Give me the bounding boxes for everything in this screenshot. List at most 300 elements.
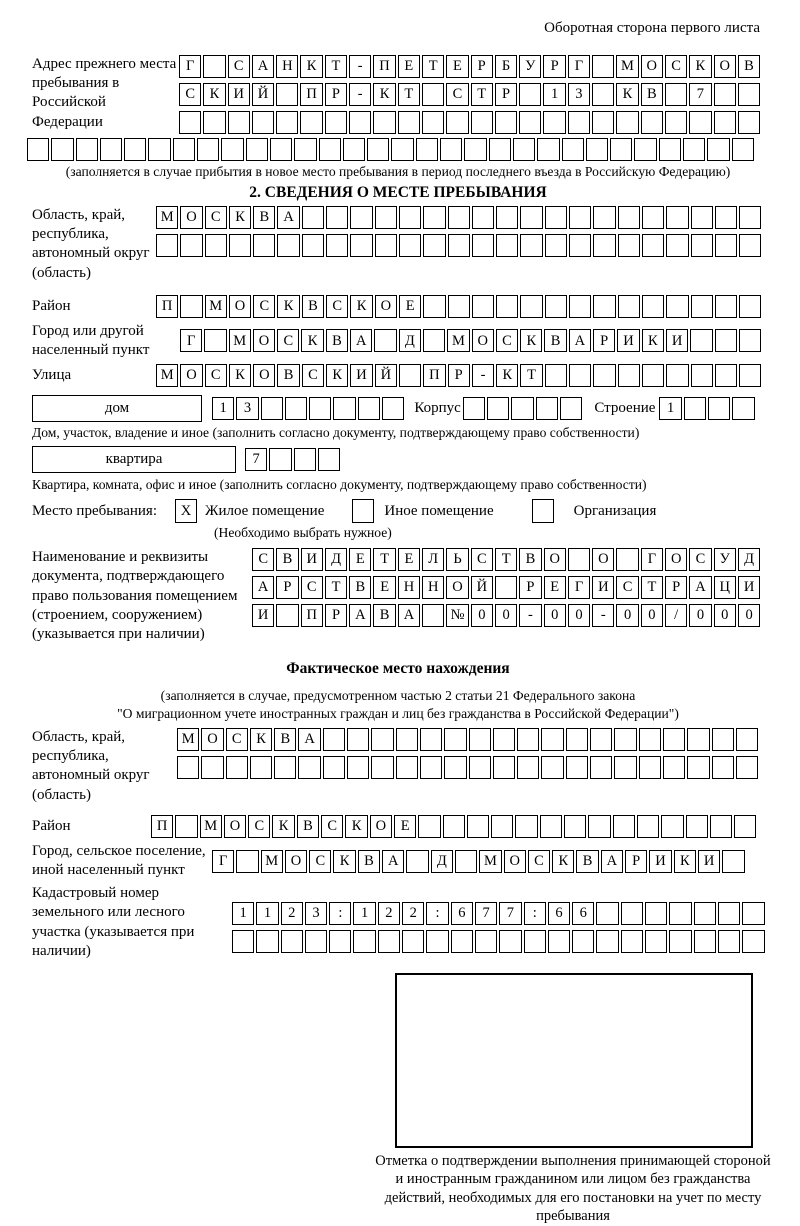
char-cell[interactable] [663,756,685,779]
char-cell[interactable]: Н [422,576,444,599]
char-cell[interactable] [204,329,226,352]
char-cell[interactable] [250,756,272,779]
char-cell[interactable]: П [423,364,445,387]
char-cell[interactable]: В [576,850,598,873]
char-cell[interactable] [496,295,518,318]
char-cell[interactable]: К [520,329,542,352]
char-cell[interactable] [569,295,591,318]
char-cell[interactable]: О [285,850,307,873]
char-cell[interactable]: Р [625,850,647,873]
char-cell[interactable]: К [333,850,355,873]
char-cell[interactable] [416,138,438,161]
char-cell[interactable] [420,728,442,751]
char-cell[interactable]: О [253,329,275,352]
char-cell[interactable]: С [665,55,687,78]
char-cell[interactable]: Р [543,55,565,78]
char-cell[interactable] [472,295,494,318]
prev-address-row-4[interactable] [27,138,764,161]
char-cell[interactable]: В [302,295,324,318]
char-cell[interactable] [524,930,546,953]
char-cell[interactable] [714,111,736,134]
char-cell[interactable] [261,397,283,420]
stay-region-row-2[interactable] [156,234,763,257]
char-cell[interactable] [180,234,202,257]
char-cell[interactable] [229,234,251,257]
char-cell[interactable] [27,138,49,161]
char-cell[interactable] [347,756,369,779]
char-cell[interactable] [734,815,756,838]
char-cell[interactable]: К [496,364,518,387]
char-cell[interactable] [519,111,541,134]
char-cell[interactable] [714,83,736,106]
char-cell[interactable]: Л [422,548,444,571]
char-cell[interactable]: М [205,295,227,318]
char-cell[interactable] [614,756,636,779]
char-cell[interactable]: Г [568,576,590,599]
char-cell[interactable]: 0 [738,604,760,627]
char-cell[interactable] [156,234,178,257]
char-cell[interactable] [540,815,562,838]
char-cell[interactable]: К [250,728,272,751]
char-cell[interactable] [423,234,445,257]
char-cell[interactable] [715,364,737,387]
apartment-box[interactable]: квартира [32,446,236,473]
char-cell[interactable] [691,206,713,229]
char-cell[interactable] [642,234,664,257]
char-cell[interactable] [614,728,636,751]
char-cell[interactable]: В [274,728,296,751]
char-cell[interactable] [569,234,591,257]
char-cell[interactable]: С [301,576,323,599]
document-row-2[interactable] [252,576,762,599]
char-cell[interactable]: 0 [544,604,566,627]
char-cell[interactable] [349,111,371,134]
char-cell[interactable]: М [447,329,469,352]
char-cell[interactable] [309,397,331,420]
char-cell[interactable] [298,756,320,779]
char-cell[interactable]: К [350,295,372,318]
char-cell[interactable] [343,138,365,161]
char-cell[interactable]: Д [325,548,347,571]
char-cell[interactable] [270,138,292,161]
char-cell[interactable]: М [229,329,251,352]
char-cell[interactable]: В [519,548,541,571]
char-cell[interactable] [645,902,667,925]
char-cell[interactable] [718,930,740,953]
char-cell[interactable] [319,138,341,161]
char-cell[interactable]: А [350,329,372,352]
char-cell[interactable]: В [277,364,299,387]
char-cell[interactable]: Г [568,55,590,78]
char-cell[interactable] [448,234,470,257]
char-cell[interactable] [232,930,254,953]
char-cell[interactable] [378,930,400,953]
char-cell[interactable] [592,111,614,134]
char-cell[interactable] [325,111,347,134]
char-cell[interactable] [444,756,466,779]
char-cell[interactable] [545,206,567,229]
char-cell[interactable] [689,111,711,134]
char-cell[interactable] [687,728,709,751]
char-cell[interactable]: И [592,576,614,599]
char-cell[interactable]: К [552,850,574,873]
char-cell[interactable]: Е [544,576,566,599]
char-cell[interactable] [391,138,413,161]
char-cell[interactable]: К [203,83,225,106]
char-cell[interactable]: К [345,815,367,838]
char-cell[interactable]: 3 [305,902,327,925]
char-cell[interactable] [448,295,470,318]
char-cell[interactable] [499,930,521,953]
residential-checkbox[interactable]: X [175,499,197,523]
char-cell[interactable] [511,397,533,420]
char-cell[interactable]: Т [471,83,493,106]
char-cell[interactable] [545,295,567,318]
char-cell[interactable]: Т [641,576,663,599]
char-cell[interactable]: В [373,604,395,627]
char-cell[interactable]: Д [431,850,453,873]
char-cell[interactable] [371,728,393,751]
char-cell[interactable]: 1 [232,902,254,925]
char-cell[interactable]: П [156,295,178,318]
char-cell[interactable] [645,930,667,953]
char-cell[interactable]: 0 [641,604,663,627]
char-cell[interactable] [566,756,588,779]
char-cell[interactable] [564,815,586,838]
char-cell[interactable] [455,850,477,873]
char-cell[interactable] [683,138,705,161]
char-cell[interactable]: 7 [475,902,497,925]
char-cell[interactable] [446,111,468,134]
char-cell[interactable] [236,850,258,873]
char-cell[interactable]: 2 [402,902,424,925]
char-cell[interactable] [621,930,643,953]
char-cell[interactable] [124,138,146,161]
char-cell[interactable]: Т [398,83,420,106]
char-cell[interactable] [687,756,709,779]
char-cell[interactable]: О [229,295,251,318]
char-cell[interactable]: 0 [568,604,590,627]
char-cell[interactable]: И [350,364,372,387]
prev-address-row-1[interactable] [179,55,762,78]
char-cell[interactable] [562,138,584,161]
char-cell[interactable] [586,138,608,161]
char-cell[interactable] [537,138,559,161]
char-cell[interactable] [593,234,615,257]
char-cell[interactable]: К [674,850,696,873]
char-cell[interactable]: У [714,548,736,571]
char-cell[interactable] [519,83,541,106]
char-cell[interactable]: С [471,548,493,571]
char-cell[interactable] [276,111,298,134]
char-cell[interactable] [738,83,760,106]
char-cell[interactable] [712,728,734,751]
char-cell[interactable]: 0 [616,604,638,627]
char-cell[interactable]: О [446,576,468,599]
char-cell[interactable] [451,930,473,953]
char-cell[interactable] [686,815,708,838]
char-cell[interactable] [621,902,643,925]
char-cell[interactable]: Е [399,295,421,318]
char-cell[interactable] [642,295,664,318]
char-cell[interactable] [732,138,754,161]
char-cell[interactable]: М [616,55,638,78]
char-cell[interactable] [715,329,737,352]
char-cell[interactable] [665,111,687,134]
char-cell[interactable]: У [519,55,541,78]
char-cell[interactable] [358,397,380,420]
char-cell[interactable]: 1 [353,902,375,925]
char-cell[interactable]: С [616,576,638,599]
char-cell[interactable]: Р [665,576,687,599]
char-cell[interactable] [666,206,688,229]
char-cell[interactable] [718,902,740,925]
char-cell[interactable] [634,138,656,161]
char-cell[interactable] [666,295,688,318]
char-cell[interactable]: О [504,850,526,873]
char-cell[interactable] [305,930,327,953]
char-cell[interactable] [739,364,761,387]
char-cell[interactable] [281,930,303,953]
char-cell[interactable]: - [519,604,541,627]
char-cell[interactable]: В [349,576,371,599]
char-cell[interactable] [221,138,243,161]
char-cell[interactable] [590,728,612,751]
char-cell[interactable] [517,728,539,751]
char-cell[interactable]: С [309,850,331,873]
char-cell[interactable]: К [229,364,251,387]
char-cell[interactable] [616,548,638,571]
char-cell[interactable] [382,397,404,420]
char-cell[interactable] [274,756,296,779]
char-cell[interactable] [493,756,515,779]
char-cell[interactable]: Ь [446,548,468,571]
char-cell[interactable]: С [277,329,299,352]
char-cell[interactable]: М [261,850,283,873]
char-cell[interactable] [663,728,685,751]
char-cell[interactable] [715,295,737,318]
char-cell[interactable] [201,756,223,779]
char-cell[interactable]: О [592,548,614,571]
char-cell[interactable] [722,850,744,873]
char-cell[interactable] [179,111,201,134]
char-cell[interactable] [593,206,615,229]
char-cell[interactable]: В [253,206,275,229]
char-cell[interactable]: Е [394,815,416,838]
char-cell[interactable] [148,138,170,161]
char-cell[interactable] [613,815,635,838]
char-cell[interactable]: 0 [689,604,711,627]
char-cell[interactable] [285,397,307,420]
char-cell[interactable] [489,138,511,161]
char-cell[interactable] [593,364,615,387]
char-cell[interactable] [732,397,754,420]
char-cell[interactable] [690,329,712,352]
char-cell[interactable] [616,111,638,134]
char-cell[interactable] [569,364,591,387]
char-cell[interactable]: В [276,548,298,571]
char-cell[interactable]: А [569,329,591,352]
char-cell[interactable] [399,206,421,229]
stroenie-row[interactable] [659,397,756,420]
char-cell[interactable] [569,206,591,229]
char-cell[interactable] [329,930,351,953]
char-cell[interactable]: Т [422,55,444,78]
char-cell[interactable] [402,930,424,953]
document-row-1[interactable] [252,548,762,571]
char-cell[interactable]: О [665,548,687,571]
char-cell[interactable] [371,756,393,779]
char-cell[interactable] [197,138,219,161]
char-cell[interactable] [423,206,445,229]
organization-checkbox[interactable] [532,499,554,523]
char-cell[interactable] [469,756,491,779]
char-cell[interactable]: П [151,815,173,838]
cadastral-row-1[interactable] [232,902,767,925]
char-cell[interactable]: О [472,329,494,352]
char-cell[interactable]: А [298,728,320,751]
char-cell[interactable]: О [544,548,566,571]
char-cell[interactable]: И [228,83,250,106]
char-cell[interactable]: М [200,815,222,838]
char-cell[interactable]: В [326,329,348,352]
char-cell[interactable]: / [665,604,687,627]
char-cell[interactable] [691,295,713,318]
char-cell[interactable]: Е [398,55,420,78]
char-cell[interactable] [665,83,687,106]
char-cell[interactable] [418,815,440,838]
char-cell[interactable] [226,756,248,779]
char-cell[interactable]: Г [641,548,663,571]
char-cell[interactable] [618,206,640,229]
char-cell[interactable]: А [277,206,299,229]
char-cell[interactable] [269,448,291,471]
char-cell[interactable] [592,55,614,78]
char-cell[interactable] [495,111,517,134]
char-cell[interactable] [618,364,640,387]
char-cell[interactable]: К [616,83,638,106]
char-cell[interactable] [246,138,268,161]
char-cell[interactable]: А [398,604,420,627]
char-cell[interactable]: С [226,728,248,751]
char-cell[interactable] [568,548,590,571]
char-cell[interactable]: К [300,55,322,78]
char-cell[interactable] [228,111,250,134]
char-cell[interactable] [590,756,612,779]
char-cell[interactable] [543,111,565,134]
char-cell[interactable] [463,397,485,420]
char-cell[interactable] [715,206,737,229]
char-cell[interactable]: : [329,902,351,925]
char-cell[interactable] [51,138,73,161]
char-cell[interactable]: В [544,329,566,352]
char-cell[interactable]: Р [276,576,298,599]
char-cell[interactable] [375,234,397,257]
char-cell[interactable]: № [446,604,468,627]
char-cell[interactable] [545,364,567,387]
char-cell[interactable] [177,756,199,779]
cadastral-row-2[interactable] [232,930,767,953]
char-cell[interactable] [618,234,640,257]
char-cell[interactable]: Р [519,576,541,599]
char-cell[interactable] [545,234,567,257]
char-cell[interactable]: О [370,815,392,838]
char-cell[interactable]: О [253,364,275,387]
char-cell[interactable]: 1 [659,397,681,420]
char-cell[interactable]: Е [349,548,371,571]
char-cell[interactable] [588,815,610,838]
char-cell[interactable]: 3 [236,397,258,420]
char-cell[interactable] [420,756,442,779]
char-cell[interactable] [596,902,618,925]
char-cell[interactable]: И [617,329,639,352]
char-cell[interactable] [661,815,683,838]
char-cell[interactable] [641,111,663,134]
char-cell[interactable] [469,728,491,751]
char-cell[interactable]: М [479,850,501,873]
char-cell[interactable]: О [641,55,663,78]
char-cell[interactable] [738,111,760,134]
prev-address-row-3[interactable] [179,111,762,134]
char-cell[interactable]: : [426,902,448,925]
char-cell[interactable] [203,111,225,134]
char-cell[interactable] [691,364,713,387]
char-cell[interactable]: С [205,206,227,229]
char-cell[interactable] [472,206,494,229]
char-cell[interactable] [326,234,348,257]
char-cell[interactable]: Д [738,548,760,571]
char-cell[interactable] [642,206,664,229]
char-cell[interactable]: А [252,55,274,78]
char-cell[interactable]: С [528,850,550,873]
char-cell[interactable] [739,329,761,352]
char-cell[interactable] [326,206,348,229]
korpus-row[interactable] [463,397,584,420]
char-cell[interactable] [375,206,397,229]
char-cell[interactable]: Г [212,850,234,873]
char-cell[interactable] [560,397,582,420]
char-cell[interactable] [517,756,539,779]
char-cell[interactable]: Р [593,329,615,352]
char-cell[interactable] [472,234,494,257]
char-cell[interactable]: : [524,902,546,925]
char-cell[interactable]: Н [276,55,298,78]
char-cell[interactable]: 0 [471,604,493,627]
stay-city-row[interactable] [180,329,763,352]
char-cell[interactable]: А [382,850,404,873]
char-cell[interactable] [173,138,195,161]
char-cell[interactable]: И [252,604,274,627]
char-cell[interactable] [618,295,640,318]
char-cell[interactable]: Г [180,329,202,352]
char-cell[interactable] [637,815,659,838]
house-number-row[interactable] [212,397,406,420]
char-cell[interactable]: С [248,815,270,838]
char-cell[interactable] [666,364,688,387]
char-cell[interactable] [448,206,470,229]
char-cell[interactable]: С [179,83,201,106]
char-cell[interactable]: 7 [245,448,267,471]
char-cell[interactable]: С [326,295,348,318]
char-cell[interactable] [347,728,369,751]
char-cell[interactable]: Д [399,329,421,352]
char-cell[interactable]: В [297,815,319,838]
char-cell[interactable] [276,83,298,106]
char-cell[interactable]: 6 [451,902,473,925]
char-cell[interactable] [422,83,444,106]
char-cell[interactable] [464,138,486,161]
char-cell[interactable]: М [156,206,178,229]
